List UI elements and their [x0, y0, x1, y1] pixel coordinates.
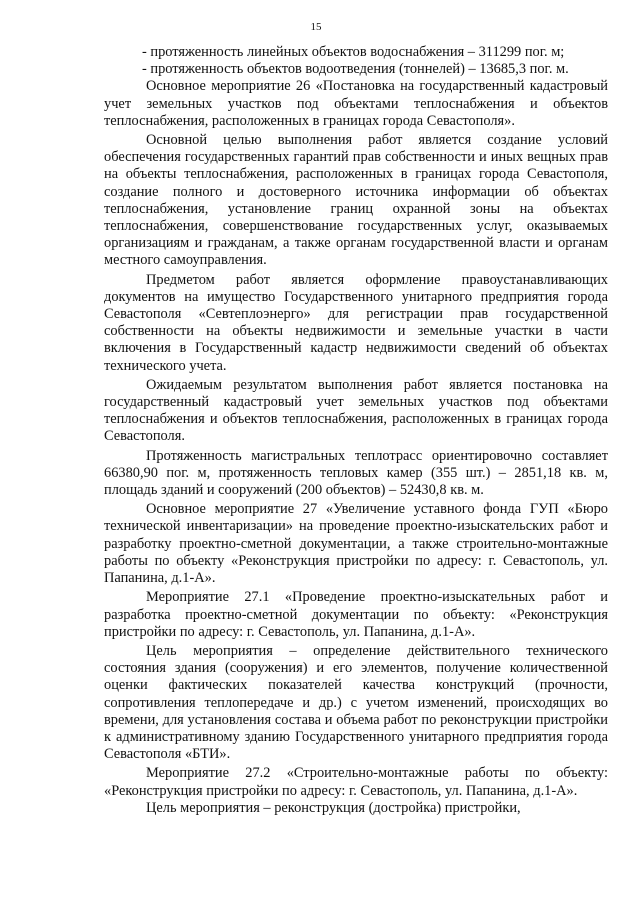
page-number: 15: [310, 21, 322, 33]
paragraph-expected-result: Ожидаемым результатом выполнения работ является постановка на государственный кадастровый учет земельных участков под объектами теплоснабжения и объектов теплоснабжения, расположенных в границах города Севастополя.: [104, 376, 608, 445]
paragraph-main-goal: Основной целью выполнения работ является создание условий обеспечения государственных гарантий прав собственности и иных вещных прав на объекты теплоснабжения, расположенных в границах города Севастополя, создание полного и достоверного источника информации об объектах теплоснабжения, установление границ охранной зоны на объектах теплоснабжения, совершенствование государственных услуг, оказываемых организациям и гражданам, а также органам государственной власти и органам местного самоуправления.: [104, 132, 608, 269]
paragraph-heating-network-length: Протяженность магистральных теплотрасс ориентировочно составляет 66380,90 пог. м, протяженность тепловых камер (355 шт.) – 2851,18 кв. м, площадь зданий и сооружений (200 объектов) – 52430,8 кв. м.: [104, 447, 608, 499]
list-item-drainage-length: - протяженность объектов водоотведения (тоннелей) – 13685,3 пог. м.: [142, 61, 569, 78]
document-body: [104, 44, 608, 817]
paragraph-event-27-1: Мероприятие 27.1 «Проведение проектно-изыскательных работ и разработка проектно-сметной документации по объекту: «Реконструкция пристройки по адресу: г. Севастополь, ул. Папанина, д.1-А».: [104, 589, 608, 640]
paragraph-event-27-2-goal: Цель мероприятия – реконструкция (достройка) пристройки,: [146, 799, 521, 816]
paragraph-event-27-1-goal: Цель мероприятия – определение действительного технического состояния здания (сооружения) и его элементов, получение количественной оценки фактических показателей качества конструкций (прочности, сопротивления теплопередаче и др.) с учетом изменений, происходящих во времени, для установления состава и объема работ по реконструкции пристройки к административному зданию Государственного унитарного предприятия города Севастополя «БТИ».: [104, 642, 608, 763]
list-item-water-supply-length: - протяженность линейных объектов водоснабжения – 311299 пог. м;: [142, 44, 565, 60]
paragraph-main-event-26: Основное мероприятие 26 «Постановка на государственный кадастровый учет земельных участков под объектами теплоснабжения и объектов теплоснабжения, расположенных в границах города Севастополя».: [104, 78, 608, 129]
paragraph-main-event-27: Основное мероприятие 27 «Увеличение уставного фонда ГУП «Бюро технической инвентаризации» на проведение проектно-изыскательских работ и разработку проектно-сметной документации, а также строительно-монтажные работы по объекту «Реконструкция пристройки по адресу: г. Севастополь, ул. Папанина, д.1-А».: [104, 501, 608, 587]
paragraph-event-27-2: Мероприятие 27.2 «Строительно-монтажные работы по объекту: «Реконструкция пристройки по адресу: г. Севастополь, ул. Папанина, д.1-А».: [104, 765, 608, 799]
paragraph-subject-of-works: Предметом работ является оформление правоустанавливающих документов на имущество Государственного унитарного предприятия города Севастополя «Севтеплоэнерго» для регистрации прав государственной собственности на объекты недвижимости и земельные участки в части включения в Государственный кадастр недвижимости сведений об объектах технического учета.: [104, 271, 608, 374]
